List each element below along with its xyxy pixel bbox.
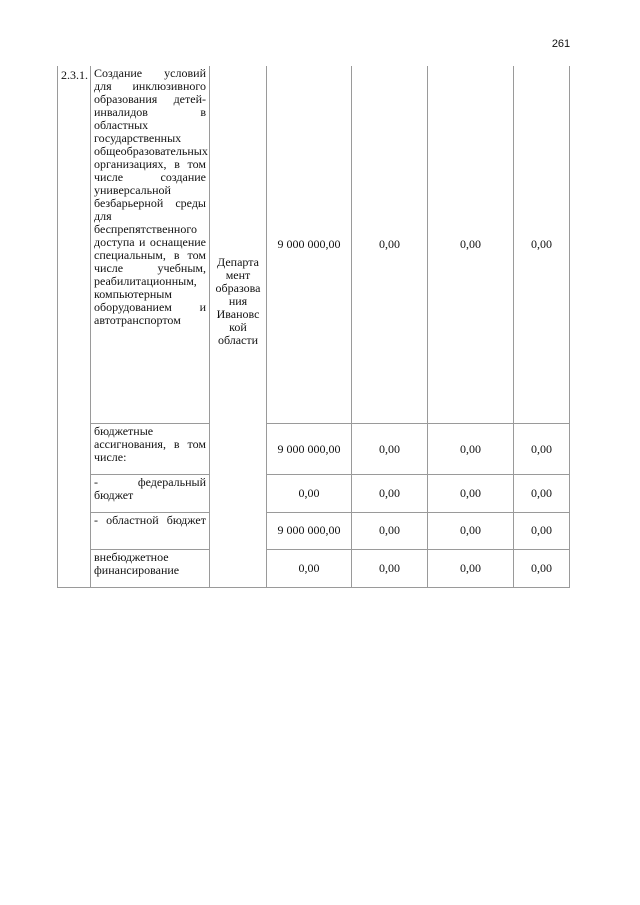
value-cell: 9 000 000,00 <box>267 66 352 424</box>
value-cell: 0,00 <box>352 550 428 588</box>
value-cell: 0,00 <box>352 474 428 512</box>
value-cell: 0,00 <box>428 424 514 475</box>
value-cell: 0,00 <box>428 66 514 424</box>
value-cell: 0,00 <box>352 424 428 475</box>
table-row <box>58 66 570 424</box>
row-name: бюджетные ассигнования, в том числе: <box>91 424 210 475</box>
row-name: - федеральный бюджет <box>91 474 210 512</box>
value-cell: 0,00 <box>428 512 514 550</box>
executor-name: Департа мент образова ния Ивановс кой области <box>215 255 261 347</box>
value-cell: 0,00 <box>514 512 570 550</box>
table-row <box>58 550 570 588</box>
value-cell: 0,00 <box>352 512 428 550</box>
executor-cell <box>210 66 267 588</box>
page-number: 261 <box>551 38 571 50</box>
value-cell: 0,00 <box>267 474 352 512</box>
table-row <box>58 474 570 512</box>
value-cell: 0,00 <box>428 550 514 588</box>
item-code: 2.3.1. <box>58 66 91 588</box>
row-name: внебюджетное финансирование <box>91 550 210 588</box>
row-name: Создание условий для инклюзивного образования детей-инвалидов в областных государственных общеобразовательных организациях, в том числе создание универсальной безбарьерной среды для беспрепятственного доступа и оснащение специальным, в том числе учебным, реабилитационным, компьютерным оборудованием и автотранспортом <box>91 66 210 424</box>
budget-table <box>57 66 570 588</box>
table-row <box>58 424 570 475</box>
value-cell: 0,00 <box>514 66 570 424</box>
value-cell: 9 000 000,00 <box>267 424 352 475</box>
value-cell: 0,00 <box>428 474 514 512</box>
value-cell: 0,00 <box>514 424 570 475</box>
row-name: - областной бюджет <box>91 512 210 550</box>
value-cell: 0,00 <box>514 474 570 512</box>
table-row <box>58 512 570 550</box>
value-cell: 9 000 000,00 <box>267 512 352 550</box>
value-cell: 0,00 <box>267 550 352 588</box>
value-cell: 0,00 <box>514 550 570 588</box>
value-cell: 0,00 <box>352 66 428 424</box>
